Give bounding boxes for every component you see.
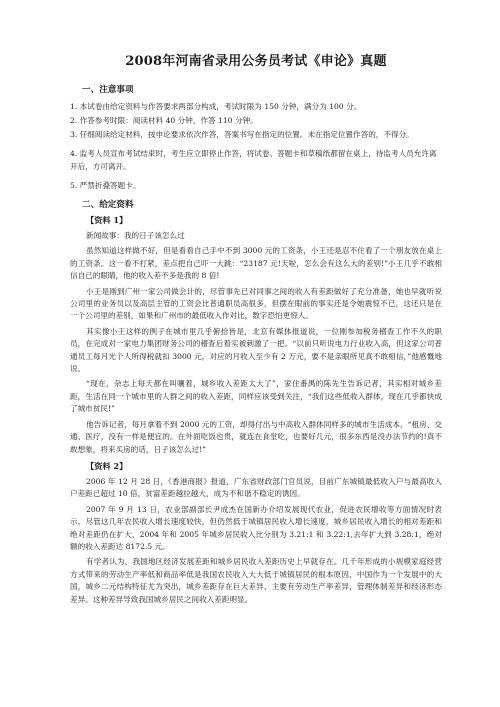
notice-item: 3. 仔细阅读给定材料，按申论要求依次作答，答案书写在指定的位置。未在指定位置作答的，不得分。 [70,130,414,139]
material-2-label: 【资料 2】 [86,460,128,471]
paragraph: 虽然知道这样做不好，但是看看自己手中不到 3000 元的工资条，小王还是忍不住看了一个朋友放在桌上的工资条。这一看不打紧，差点把自己吓一大跳：“23187 元!天啦，怎么会有这么大的差别!”小王几乎不敢相信自己的眼睛，他的收入差不多是我的 8 倍! [70,246,442,281]
paragraph: 小王是刚到广州一家公司做会计的，尽管事先已对同事之间的收入有差距做好了充分准备，她也早就听说公司里的业务员以及高层主管的工资会比普通职员高很多，但摆在眼前的事实还是令她震惊不已，这还只是在一个公司里的差别，如果和广州市的最低收入作对比，数字恐怕更惊人。 [70,286,442,321]
notice-list [70,100,442,192]
material-1-label: 【资料 1】 [86,215,128,225]
section-heading-notice: 一、注意事项 [82,85,134,95]
notice-item: 1. 本试卷由给定资料与作答要求两部分构成，考试时限为 150 分钟，满分为 100 分。 [70,102,362,111]
document-title: 2008年河南省录用公务员考试《申论》真题 [125,54,387,69]
notice-item: 5. 严禁折叠答题卡。 [70,181,141,190]
paragraph: 有学者认为，我国地区经济发展差距和城乡居民收入差距历史上早就存在。几千年形成的小规模家庭经营方式带来的劳动生产率低和商品率低是我国农民收入大大低于城镇居民的根本原因，中国作为一个发展中的大国，城乡二元结构特征尤为突出，城乡差距存在巨大差异、主要有劳动生产率差异，管理体制差异和经济形态差异。这种差异导致我国城乡居民之间收入差距明显。 [70,557,442,604]
paragraph: “现在，杂志上每天都在叫嚷着，城乡收入差距太大了”，家住番禺的陈先生告诉记者，其实相对城乡差距，生活在同一个城市里的人群之间的收入差距，同样应该受到关注，“我们这些低收入群体，现在几乎都快成了城市贫民!” [70,379,442,414]
paragraph: 他告诉记者，每月拿着不到 2000 元的工资，却得付出与中高收入群体同样多的城市生活成本，“租房、交通、医疗，没有一样是便宜的。在外面吃饭也贵，就连在食堂吃，也要好几元，很多东西是没办法节约的!真不敢想象，将来买房的话，日子该怎么过!” [70,419,442,454]
paragraph: 其实像小王这样的例子在城市里几乎俯拾皆是，北京有媒体报道说，一位刚参加税务稽查工作不久的职员，在完成对一家电力集团财务公司的稽查后着实被刺激了一把。“以前只听说电力行业收入高，但这家公司普通员工每月光个人所得税就扣 3000 元，对应的月收入至少有 2 万元，要不是亲眼所见真不敢相信，”他感慨地说。 [70,326,442,374]
paragraph: 2006 年 12 月 28 日，《香港商报》报道，广东省财政部门官员说，目前广东城镇最低收入户与最高收入户差距已超过 10 倍，贫富差距越拉越大，成为不和谐不稳定的诱因。 [70,476,442,499]
paragraph: 新闻故事：我的日子该怎么过 [86,231,185,240]
notice-item: 2. 作答参考时限：阅读材料 40 分钟，作答 110 分钟。 [70,116,258,125]
paragraph: 2007 年 9 月 13 日，农业部副部长尹成杰在国新办介绍发展现代农业，促进农民增收等方面情况时表示，尽管这几年农民收入增长速度较快，但仍然低于城镇居民收入增长速度，城乡居民收入增长的相对差距和绝对差距仍在扩大，2004 年和 2005 年城乡居民收入比分别为 3.21:1 和 3.22:1,去年扩大到 3.28:1，绝对额的收入差距达 8172.5 元。 [70,504,442,551]
section-heading-given: 二、给定资料 [82,200,134,210]
notice-item: 4. 监考人员宣布考试结束时，考生应立即停止作答，将试卷、答题卡和草稿纸都留在桌上，待监考人员允许离开后，方可离开。 [70,149,437,171]
